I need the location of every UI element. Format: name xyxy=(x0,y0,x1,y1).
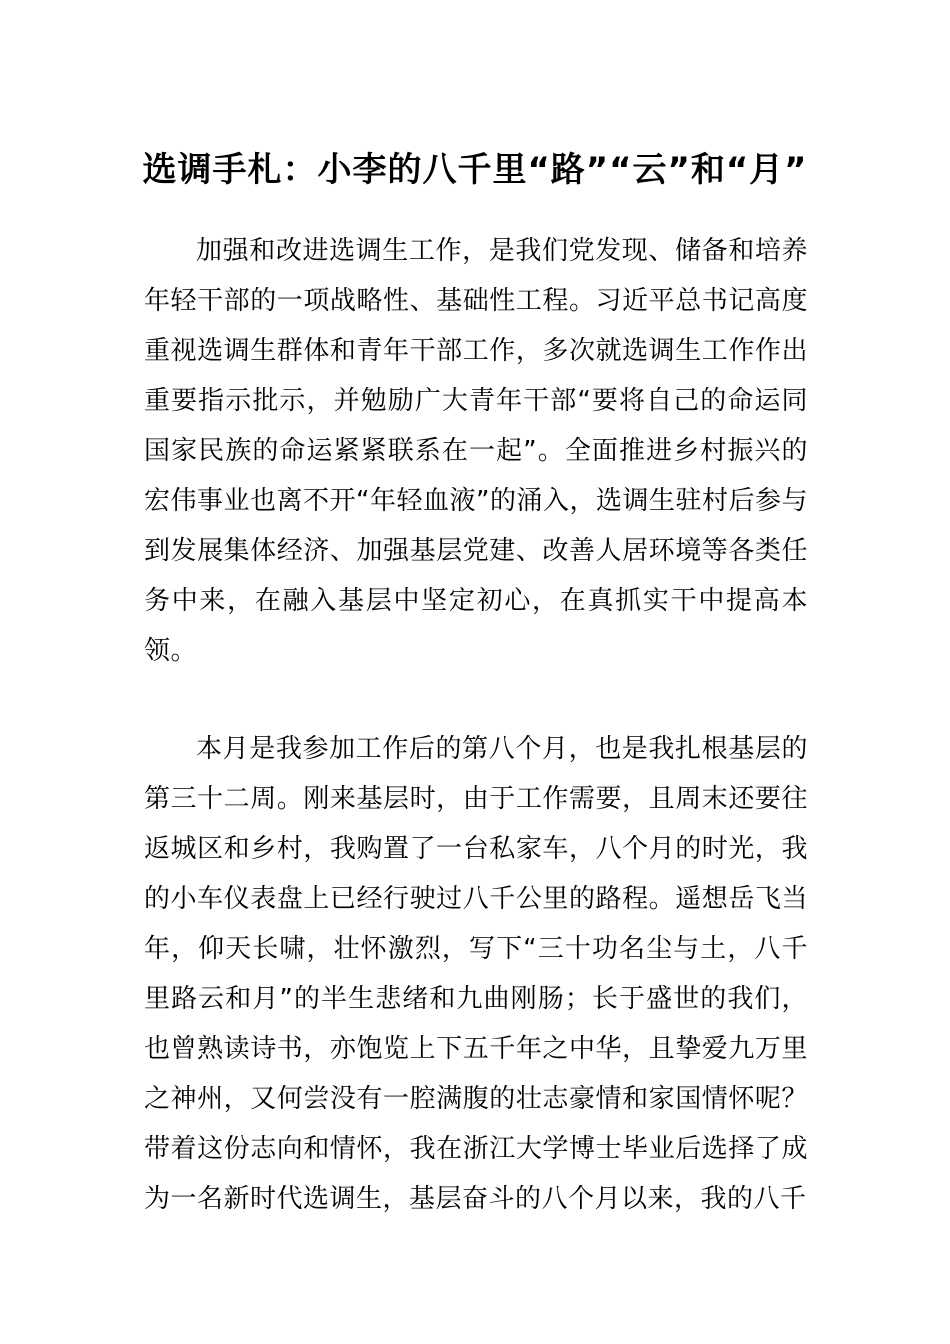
paragraph-body: 本月是我参加工作后的第八个月，也是我扎根基层的第三十二周。刚来基层时，由于工作需要，且周末还要往返城区和乡村，我购置了一台私家车，八个月的时光，我的小车仪表盘上已经行驶过八千公里的路程。遥想岳飞当年，仰天长啸，壮怀激烈，写下“三十功名尘与土，八千里路云和月”的半生悲绪和九曲刚肠；长于盛世的我们，也曾熟读诗书，亦饱览上下五千年之中华，且挚爱九万里之神州，又何尝没有一腔满腹的壮志豪情和家国情怀呢？带着这份志向和情怀，我在浙江大学博士毕业后选择了成为一名新时代选调生，基层奋斗的八个月以来，我的八千 xyxy=(144,734,808,1214)
document-title: 选调手札：小李的八千里“路”“云”和“月” xyxy=(142,149,808,190)
paragraph-intro: 加强和改进选调生工作，是我们党发现、储备和培养年轻干部的一项战略性、基础性工程。习近平总书记高度重视选调生群体和青年干部工作，多次就选调生工作作出重要指示批示，并勉励广大青年干部“要将自己的命运同国家民族的命运紧紧联系在一起”。全面推进乡村振兴的宏伟事业也离不开“年轻血液”的涌入，选调生驻村后参与到发展集体经济、加强基层党建、改善人居环境等各类任务中来，在融入基层中坚定初心，在真抓实干中提高本领。 xyxy=(144,236,808,666)
